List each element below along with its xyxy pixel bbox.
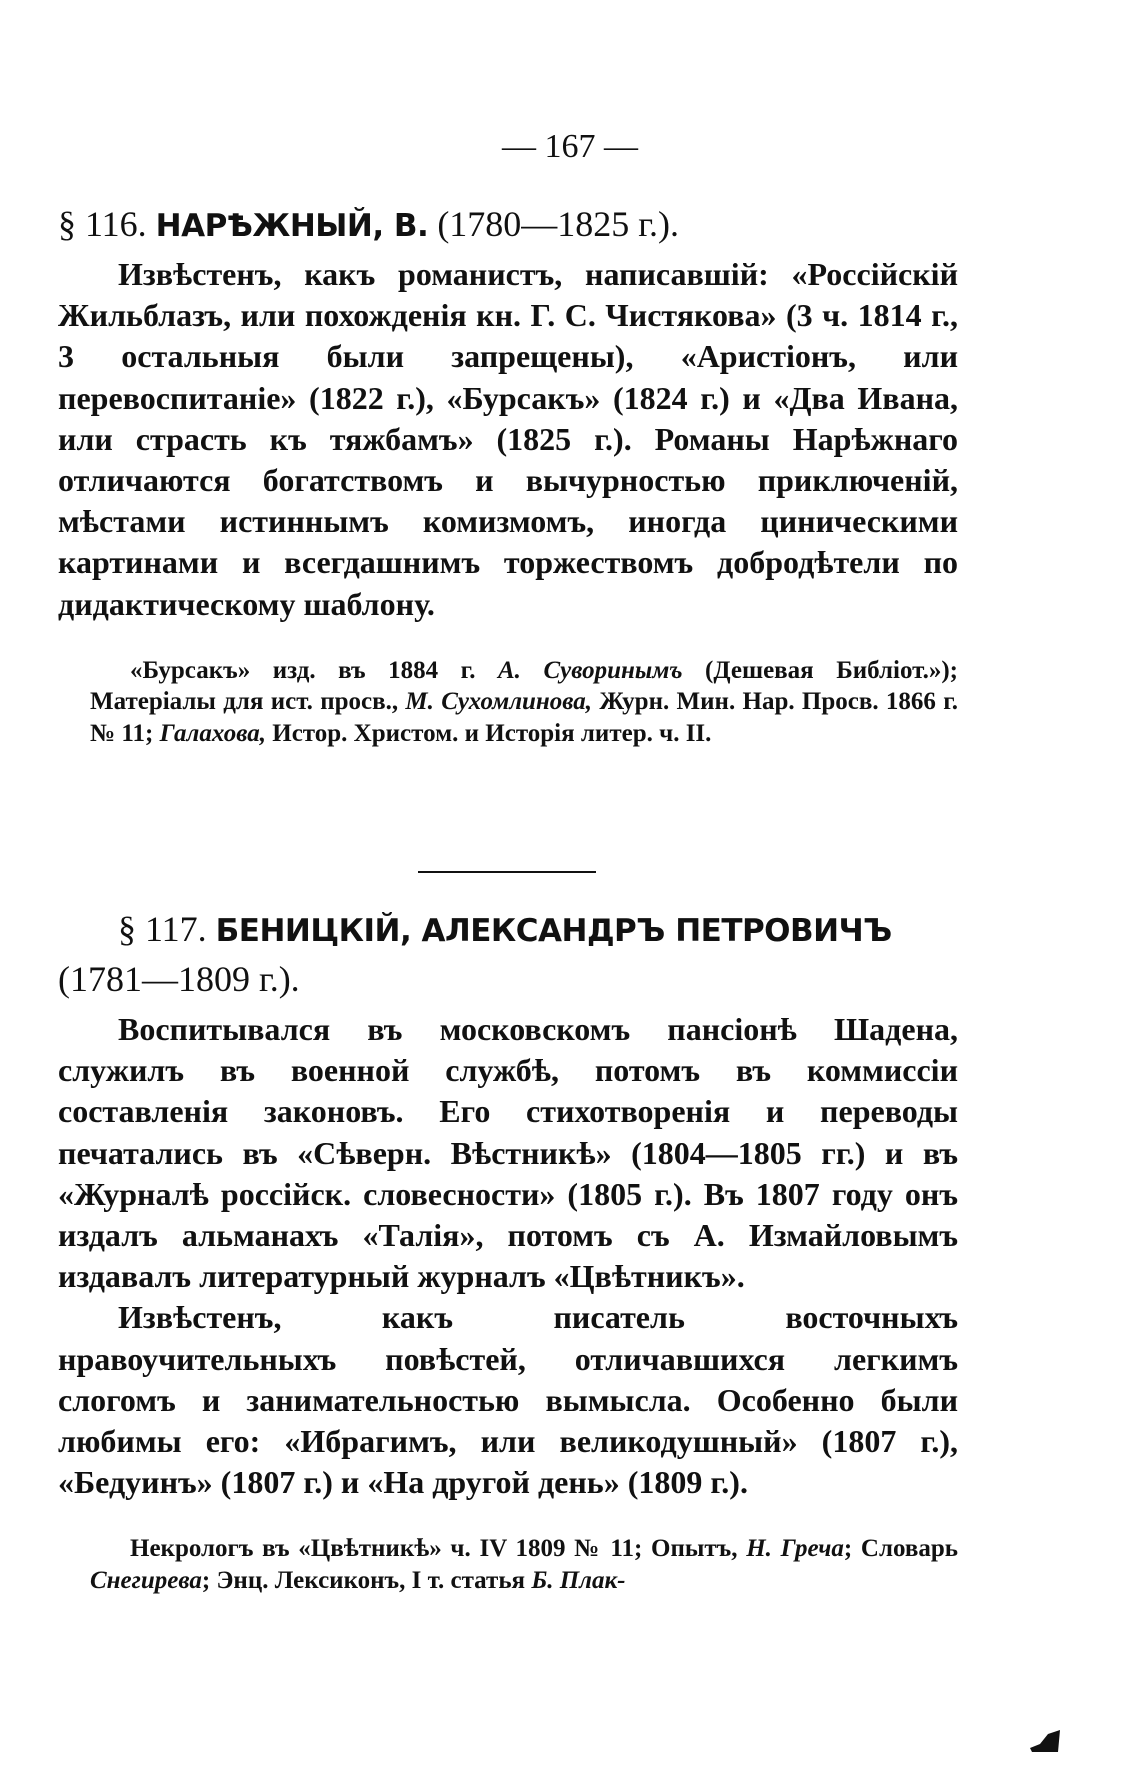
bib-italic: А. Суворинымъ bbox=[498, 656, 683, 684]
section-divider bbox=[418, 871, 596, 873]
author-name: БЕНИЦКІЙ, АЛЕКСАНДРЪ ПЕТРОВИЧЪ bbox=[215, 913, 892, 949]
bib-italic: Галахова, bbox=[159, 719, 267, 747]
bib-text: (Дешевая Библіот.»); Матеріалы для ист. просв., bbox=[90, 656, 958, 716]
section-number: § 116. bbox=[58, 204, 156, 244]
section-117 bbox=[58, 905, 958, 1596]
section-heading bbox=[58, 200, 958, 250]
author-years: (1780—1825 г.). bbox=[428, 204, 679, 244]
bib-italic: М. Сухомлинова, bbox=[405, 688, 593, 716]
bib-italic: Б. Плак- bbox=[531, 1566, 626, 1594]
author-name: НАРѢЖНЫЙ, В. bbox=[155, 208, 429, 244]
body-paragraph: Извѣстенъ, какъ писатель восточныхъ нравоучительныхъ повѣстей, отличавшихся легкимъ слогомъ и занимательностью вымысла. Особенно были любимы его: «Ибрагимъ, или великодушный» (1807 г.), «Бедуинъ» (1807 г.) и «На другой день» (1809 г.). bbox=[58, 1299, 958, 1501]
bib-text: Некрологъ въ «Цвѣтникѣ» ч. IV 1809 № 11; Опытъ, bbox=[130, 1535, 747, 1563]
bib-italic: Снегирева bbox=[90, 1566, 202, 1594]
bib-text: «Бурсакъ» изд. въ 1884 г. bbox=[130, 656, 498, 684]
bib-text: Журн. Мин. Нар. Просв. 1866 г. № 11; bbox=[90, 688, 958, 747]
bibliography-note bbox=[58, 1533, 958, 1596]
section-heading bbox=[58, 905, 958, 1003]
author-years: (1781—1809 г.). bbox=[58, 959, 300, 999]
bib-text: ; Энц. Лексиконъ, I т. статья bbox=[201, 1566, 532, 1594]
bib-text: Истор. Христом. и Исторія литер. ч. II. bbox=[266, 719, 712, 747]
section-number: § 117. bbox=[118, 909, 216, 949]
body-paragraph: Извѣстенъ, какъ романистъ, написавшій: «Россійскій Жильблазъ, или похожденія кн. Г. С. Чистякова» (3 ч. 1814 г., 3 остальныя были запрещены), «Аристіонъ, или перевоспитаніе» (1822 г.), «Бурсакъ» (1824 г.) и «Два Ивана, или страсть къ тяжбамъ» (1825 г.). Романы Нарѣжнаго отличаются богатствомъ и вычурностью приключеній, мѣстами истиннымъ комизмомъ, иногда циническими картинами и всегдашнимъ торжествомъ добродѣтели по дидактическому шаблону. bbox=[58, 256, 958, 622]
bibliography-note bbox=[58, 655, 958, 750]
bib-text: ; Словарь bbox=[843, 1535, 958, 1563]
page-number: — 167 — bbox=[502, 128, 638, 165]
bib-italic: Н. Греча bbox=[746, 1535, 844, 1563]
body-paragraph: Воспитывался въ московскомъ пансіонѣ Шадена, служилъ въ военной службѣ, потомъ въ коммиссіи составленія законовъ. Его стихотворенія и переводы печатались въ «Сѣверн. Вѣстникѣ» (1804—1805 гг.) и въ «Журналѣ россійск. словесности» (1805 г.). Въ 1807 году онъ издалъ альманахъ «Талія», потомъ съ А. Измайловымъ издавалъ литературный журналъ «Цвѣтникъ». bbox=[58, 1011, 958, 1295]
section-116 bbox=[58, 200, 958, 749]
printer-mark-icon bbox=[1030, 1730, 1060, 1752]
